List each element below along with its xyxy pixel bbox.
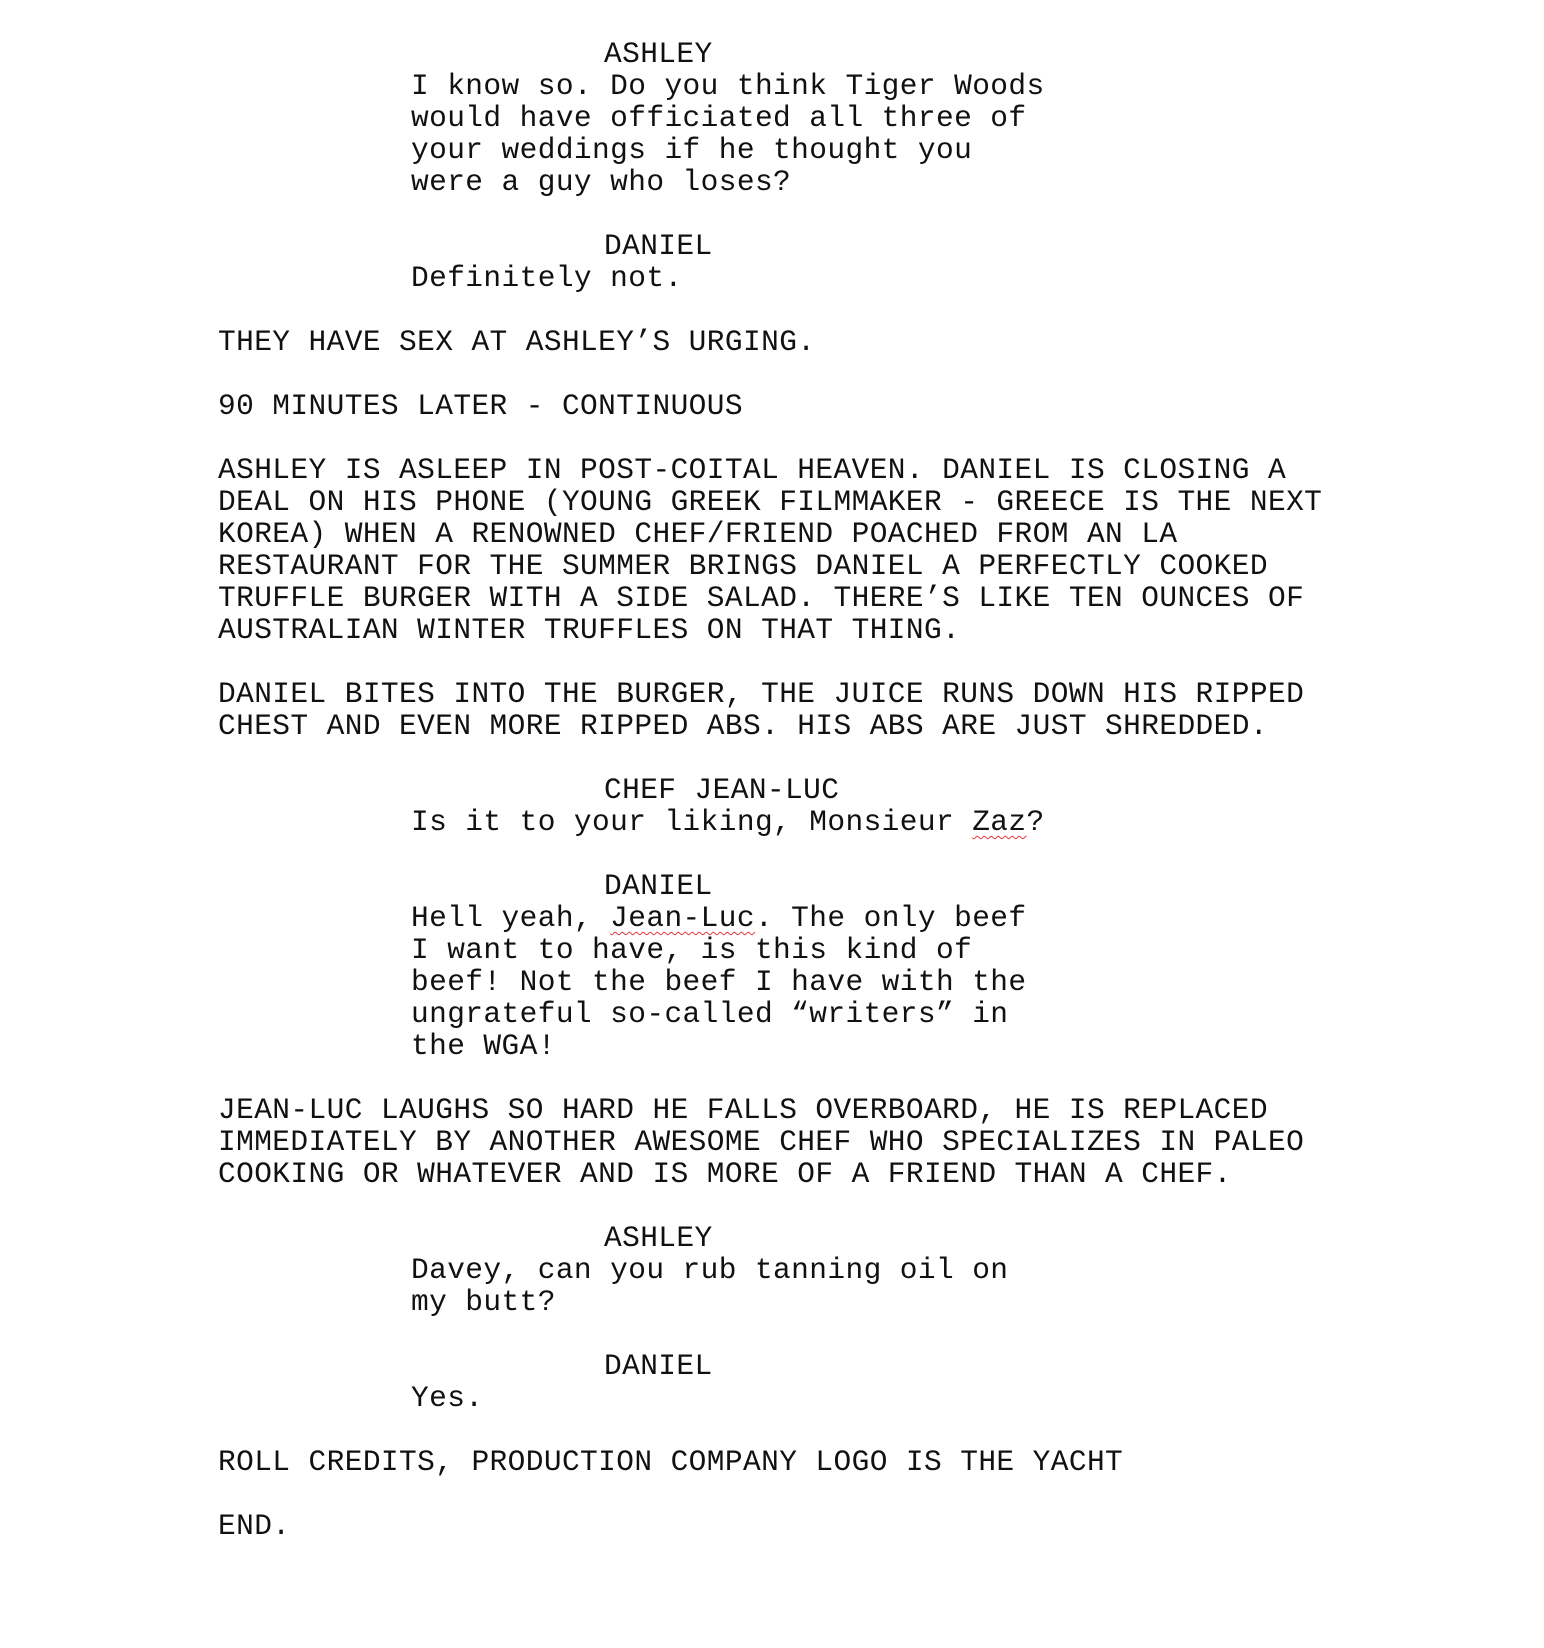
dialogue-line: would have officiated all three of bbox=[411, 101, 1027, 135]
action-line: JEAN-LUC LAUGHS SO HARD HE FALLS OVERBOARD, HE IS REPLACED bbox=[218, 1093, 1268, 1127]
dialogue-line bbox=[411, 902, 1027, 934]
dialogue-line: the WGA! bbox=[411, 1029, 556, 1063]
dialogue-line: beef! Not the beef I have with the bbox=[411, 965, 1027, 999]
action-line: ROLL CREDITS, PRODUCTION COMPANY LOGO IS THE YACHT bbox=[218, 1445, 1124, 1479]
dialogue-line: Yes. bbox=[411, 1381, 484, 1415]
spellcheck-flagged-word[interactable]: Zaz bbox=[972, 805, 1027, 839]
character-name: DANIEL bbox=[604, 1349, 713, 1383]
character-name: ASHLEY bbox=[604, 1221, 713, 1255]
dialogue-line: ungrateful so-called “writers” in bbox=[411, 997, 1009, 1031]
action-line: THEY HAVE SEX AT ASHLEY’S URGING. bbox=[218, 325, 816, 359]
action-line: CHEST AND EVEN MORE RIPPED ABS. HIS ABS ARE JUST SHREDDED. bbox=[218, 709, 1268, 743]
character-name: DANIEL bbox=[604, 229, 713, 263]
dialogue-text: . The only beef bbox=[754, 901, 1027, 935]
dialogue-line: I want to have, is this kind of bbox=[411, 933, 973, 967]
action-line: COOKING OR WHATEVER AND IS MORE OF A FRIEND THAN A CHEF. bbox=[218, 1157, 1232, 1191]
dialogue-text: ? bbox=[1026, 805, 1045, 839]
spellcheck-flagged-word[interactable]: Jean-Luc bbox=[610, 901, 755, 935]
dialogue-line: were a guy who loses? bbox=[411, 165, 792, 199]
action-line: TRUFFLE BURGER WITH A SIDE SALAD. THERE’S LIKE TEN OUNCES OF bbox=[218, 581, 1305, 615]
character-name: DANIEL bbox=[604, 869, 713, 903]
dialogue-text: Is it to your liking, Monsieur bbox=[411, 805, 973, 839]
dialogue-text: Hell yeah, bbox=[411, 901, 611, 935]
dialogue-line bbox=[411, 806, 1045, 838]
action-line: ASHLEY IS ASLEEP IN POST-COITAL HEAVEN. DANIEL IS CLOSING A bbox=[218, 453, 1287, 487]
action-line: DANIEL BITES INTO THE BURGER, THE JUICE RUNS DOWN HIS RIPPED bbox=[218, 677, 1305, 711]
dialogue-line: Davey, can you rub tanning oil on bbox=[411, 1253, 1009, 1287]
dialogue-line: Definitely not. bbox=[411, 261, 683, 295]
action-line: RESTAURANT FOR THE SUMMER BRINGS DANIEL A PERFECTLY COOKED bbox=[218, 549, 1268, 583]
end-marker: END. bbox=[218, 1509, 291, 1543]
character-name: ASHLEY bbox=[604, 37, 713, 71]
action-line: DEAL ON HIS PHONE (YOUNG GREEK FILMMAKER - GREECE IS THE NEXT bbox=[218, 485, 1323, 519]
dialogue-line: I know so. Do you think Tiger Woods bbox=[411, 69, 1045, 103]
action-line: IMMEDIATELY BY ANOTHER AWESOME CHEF WHO SPECIALIZES IN PALEO bbox=[218, 1125, 1305, 1159]
action-line: KOREA) WHEN A RENOWNED CHEF/FRIEND POACHED FROM AN LA bbox=[218, 517, 1178, 551]
scene-heading: 90 MINUTES LATER - CONTINUOUS bbox=[218, 389, 743, 423]
dialogue-line: my butt? bbox=[411, 1285, 556, 1319]
character-name: CHEF JEAN-LUC bbox=[604, 773, 840, 807]
dialogue-line: your weddings if he thought you bbox=[411, 133, 973, 167]
action-line: AUSTRALIAN WINTER TRUFFLES ON THAT THING. bbox=[218, 613, 961, 647]
